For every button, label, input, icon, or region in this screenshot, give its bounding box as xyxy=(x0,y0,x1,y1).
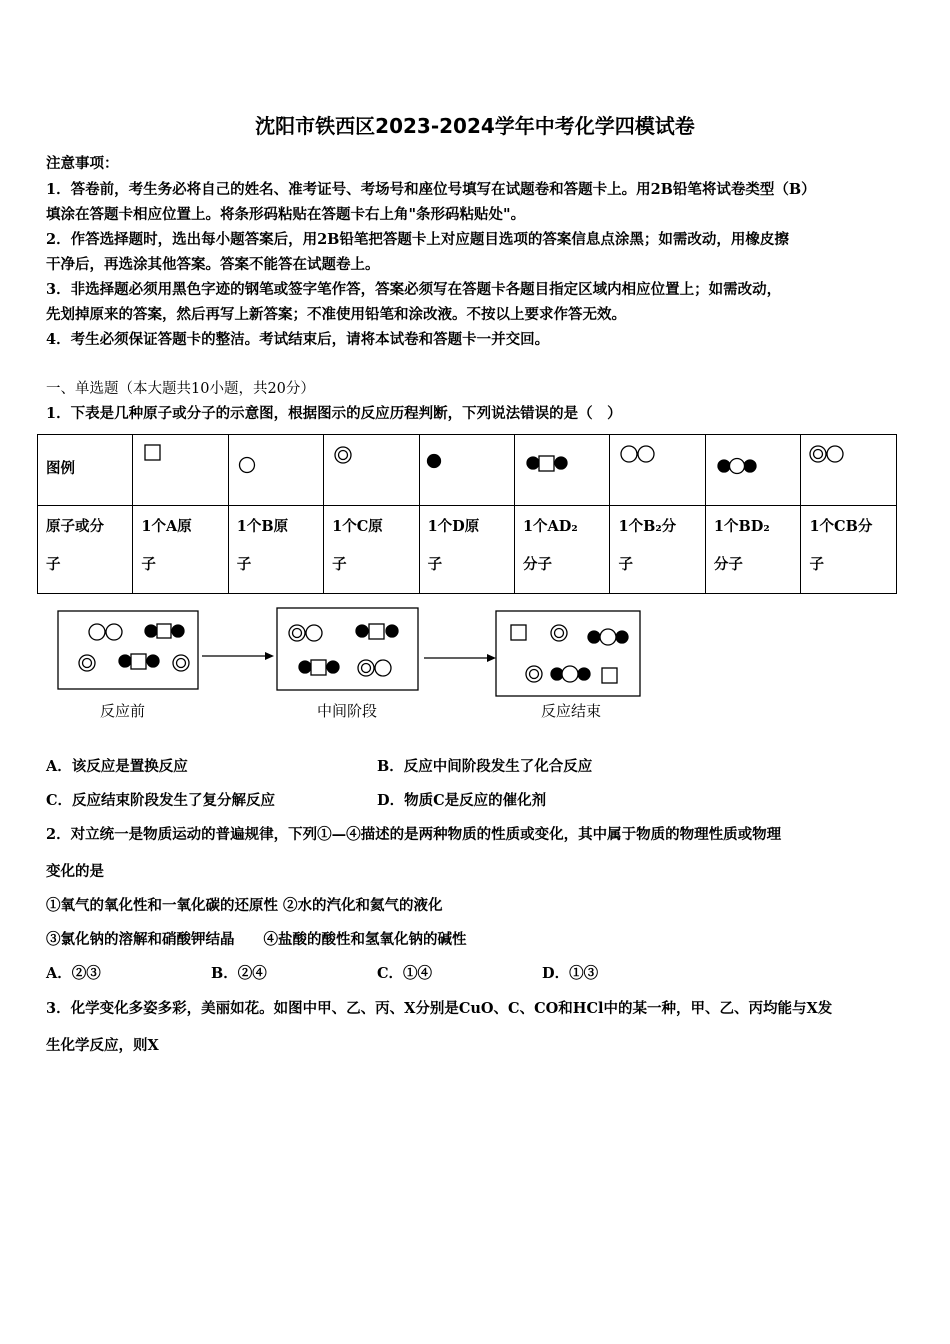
legend-desc: 1个CB分 子 xyxy=(801,506,897,594)
stage-box-middle xyxy=(277,608,418,690)
molecule-bd2-icon xyxy=(718,459,756,474)
atom-a-icon xyxy=(602,668,617,683)
molecule-ad2-icon xyxy=(527,456,567,471)
molecule-ad2-icon xyxy=(356,624,398,639)
arrowhead-icon xyxy=(487,654,496,662)
q2-option-b: B．②④ xyxy=(211,965,267,982)
notice-line: 先划掉原来的答案，然后再写上新答案；不准使用铅笔和涂改液。不按以上要求作答无效。 xyxy=(46,306,626,323)
q2-option-a: A．②③ xyxy=(46,965,101,982)
molecule-b2-icon xyxy=(621,446,654,462)
atom-c-icon xyxy=(79,655,95,671)
stage-label-middle: 中间阶段 xyxy=(317,702,378,720)
molecule-ad2-icon xyxy=(299,660,339,675)
q2-option-c: C．①④ xyxy=(377,965,433,982)
stage-box-end xyxy=(496,611,640,696)
legend-desc: 1个B₂分 子 xyxy=(610,506,705,594)
atom-a-icon xyxy=(145,445,160,460)
notice-line: 干净后，再选涂其他答案。答案不能答在试题卷上。 xyxy=(46,256,380,273)
atom-c-icon xyxy=(526,666,542,682)
molecule-cb-icon xyxy=(289,625,322,641)
notice-line: 4．考生必须保证答题卡的整洁。考试结束后，请将本试卷和答题卡一并交回。 xyxy=(46,331,550,348)
section-heading: 一、单选题（本大题共10小题，共20分） xyxy=(46,381,315,397)
atom-b-icon xyxy=(240,458,255,473)
q1-option-c: C．反应结束阶段发生了复分解反应 xyxy=(46,792,276,809)
molecule-cb-icon xyxy=(358,660,391,676)
notice-line: 填涂在答题卡相应位置上。将条形码粘贴在答题卡右上角"条形码粘贴处"。 xyxy=(46,206,526,223)
question-3-stem: 生化学反应，则X xyxy=(46,1037,159,1054)
molecule-b2-icon xyxy=(89,624,122,640)
atom-a-icon xyxy=(511,625,526,640)
q1-option-a: A．该反应是置换反应 xyxy=(46,758,188,775)
molecule-cb-icon xyxy=(810,446,843,462)
q2-item: ①氧气的氧化性和一氧化碳的还原性 ②水的汽化和氦气的液化 xyxy=(46,897,443,914)
stage-box-before xyxy=(58,611,198,689)
q2-item: ③氯化钠的溶解和硝酸钾结晶 ④盐酸的酸性和氢氧化钠的碱性 xyxy=(46,931,467,948)
legend-row-label: 原子或分 子 xyxy=(38,506,133,594)
question-3-stem: 3．化学变化多姿多彩，美丽如花。如图中甲、乙、丙、X分别是CuO、C、CO和HCl中的某一种，甲、乙、丙均能与X发 xyxy=(46,1000,833,1017)
q2-option-d: D．①③ xyxy=(542,965,599,982)
page-title: 沈阳市铁西区2023-2024学年中考化学四模试卷 xyxy=(255,114,695,138)
q1-option-d: D．物质C是反应的催化剂 xyxy=(377,792,547,809)
atom-d-icon xyxy=(428,455,441,468)
question-2-stem: 2．对立统一是物质运动的普遍规律，下列①—④描述的是两种物质的性质或变化，其中属于物质的物理性质或物理 xyxy=(46,826,782,843)
stage-label-end: 反应结束 xyxy=(541,702,602,720)
molecule-bd2-icon xyxy=(588,629,628,645)
notice-line: 1．答卷前，考生务必将自己的姓名、准考证号、考场号和座位号填写在试题卷和答题卡上。用2B铅笔将试卷类型（B） xyxy=(46,181,816,198)
stage-label-before: 反应前 xyxy=(100,702,146,720)
molecule-ad2-icon xyxy=(145,624,184,638)
legend-desc: 1个B原 子 xyxy=(228,506,323,594)
notice-heading: 注意事项： xyxy=(46,155,119,172)
question-2-stem: 变化的是 xyxy=(46,863,104,880)
q1-option-b: B．反应中间阶段发生了化合反应 xyxy=(377,758,593,775)
legend-desc: 1个C原 子 xyxy=(324,506,419,594)
atom-c-icon xyxy=(335,447,351,463)
legend-desc: 1个A原 子 xyxy=(133,506,228,594)
legend-desc: 1个BD₂ 分子 xyxy=(705,506,801,594)
molecule-bd2-icon xyxy=(551,666,590,682)
arrowhead-icon xyxy=(265,652,274,660)
legend-row-label: 图例 xyxy=(38,435,133,506)
atom-c-icon xyxy=(173,655,189,671)
question-1-stem: 1．下表是几种原子或分子的示意图，根据图示的反应历程判断，下列说法错误的是（ ） xyxy=(46,405,622,422)
notice-line: 3．非选择题必须用黑色字迹的钢笔或签字笔作答，答案必须写在答题卡各题目指定区域内相应位置上；如需改动， xyxy=(46,281,782,298)
atom-c-icon xyxy=(551,625,567,641)
notice-line: 2．作答选择题时，选出每小题答案后，用2B铅笔把答题卡上对应题目选项的答案信息点涂黑；如需改动，用橡皮擦 xyxy=(46,231,789,248)
legend-desc: 1个D原 子 xyxy=(419,506,514,594)
molecule-ad2-icon xyxy=(119,654,159,669)
legend-desc: 1个AD₂ 分子 xyxy=(514,506,610,594)
